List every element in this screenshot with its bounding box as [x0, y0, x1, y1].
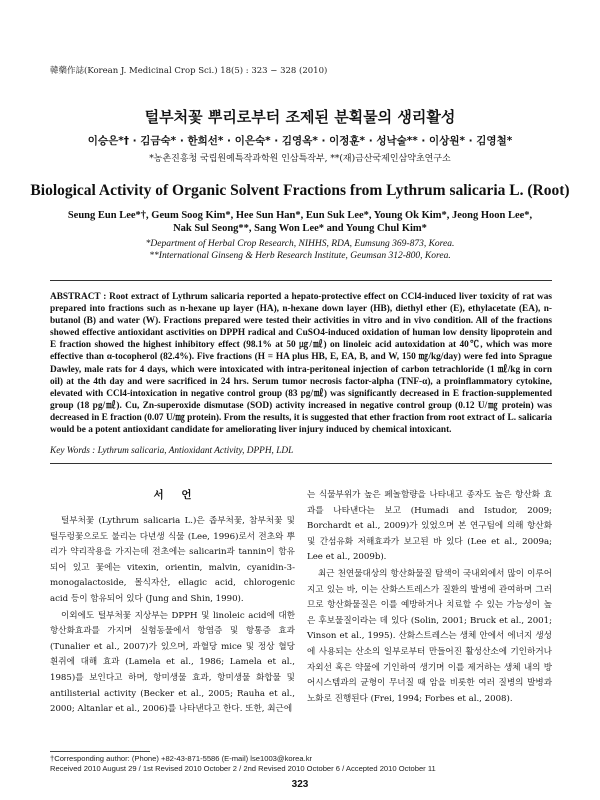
- korean-affiliation: *농촌진흥청 국립원예특작과학원 인삼특작부, **(재)금산국제인삼약초연구소: [149, 154, 451, 164]
- abstract-bottom-rule: [50, 463, 552, 464]
- english-authors-line-1: Seung Eun Lee*†, Geum Soog Kim*, Hee Sun Han*, Eun Suk Lee*, Young Ok Kim*, Jeong Hoon Lee*,: [67, 210, 533, 221]
- introduction-heading-wrap: [50, 487, 295, 503]
- korean-authors: 이승은*† · 김금숙* · 한희선* · 이은숙* · 김영옥* · 이정훈* · 성낙술** · 이상원* · 김영철*: [87, 135, 513, 147]
- footnote: [50, 754, 552, 774]
- left-paragraph-2: 이외에도 털부처꽃 지상부는 DPPH 및 linoleic acid에 대한 항산화효과를 가지며 실험동물에서 항염증 및 항통증 효과 (Tunalier et al., 2007)가 있으며, 과혈당 mice 및 정상 혈당 흰쥐에 대해 효과 (Lamela et al., 1986; Lamela et al., 1985)를 보인다고 하며, 항미생물 효과, 항미생물 화합물 및 antilisterial activity (Becker et al., 2005; Rauha et al., 2000; Altanlar et al., 2006)를 나타낸다고 한다. 또한, 최근에: [50, 610, 295, 715]
- english-authors: [60, 209, 540, 235]
- right-column: [307, 488, 552, 707]
- page-number: 323: [291, 779, 309, 790]
- english-authors-line-2: Nak Sul Seong**, Sang Won Lee* and Young Chul Kim*: [173, 223, 427, 234]
- right-paragraph-1: 는 식물부위가 높은 페놀함량을 나타내고 종자도 높은 항산화 효과를 나타낸다는 보고 (Humadi and Istudor, 2009; Borchardt et al., 2009)가 있었으며 본 연구팀에 의해 항산화 및 간섬유화 저해효과가 보고된 바 있다 (Lee et al., 2009a; Lee et al., 2009b).: [307, 490, 552, 563]
- abstract-text: ABSTRACT : Root extract of Lythrum salicaria reported a hepato-protective effect on CCl4-induced liver toxicity of rat was prepared into fractions such as n-hexane up layer (HA), n-hexane down layer (HB), diethyl ether (E), ethylacetate (EA), n-butanol (B) and water (W). Fractions prepared were tested their activities in vitro and in vivo condition. All of the fractions showed effective antioxidant asctivities on DPPH radical and CuSO4-induced oxidation of human low density lipoprotein and E fraction showed the highest inhibitory effect (98.1% at 50 ㎍/㎖) on linoleic acid autoxidation at 40℃, which was more effective than α-tocopherol (82.4%). Five fractions (H = HA plus HB, E, EA, B, and W, 150 ㎎/kg/day) were fed into Sprague Dawley, male rats for 4 days, which were intoxicated with intra-peritoneal injection of carbon tetrachloride (1 ㎖/kg in corn oil) at the 4th day and were sacrificed in 24 hrs. Serum tumor necrosis factor-alpha (TNF-α), a proinflammatory cytokine, elevated with CCl4-intoxication in negative control group (83 pg/㎖) was significantly decreased in E fraction-supplemented group (18 pg/㎖). Cu, Zn-superoxide dismutase (SOD) activity increased in negative control group (0.12 U/㎎ protein) was decreased in E fraction (0.07 U/㎎ protein). From the results, it is suggested that ether fraction from root extract of L. salicaria would be a potent antioxidant candidate for ameliorating liver injury induced by chemical intoxicant.: [50, 292, 552, 436]
- corresponding-author-note: †Corresponding author: (Phone) +82-43-871-5586 (E-mail) lse1003@korea.kr: [50, 754, 313, 763]
- keywords: Key Words : Lythrum salicaria, Antioxidant Activity, DPPH, LDL: [50, 446, 294, 456]
- left-column: [50, 514, 295, 718]
- right-paragraph-2: 최근 천연물대상의 항산화물질 탐색이 국내외에서 많이 이루어지고 있는 바, 이는 산화스트레스가 질환의 발병에 관여하며 그러므로 항산화물질은 이를 예방하거나 치료할 수 있는 가능성이 높은 후보물질이라는 데 있다 (Solin, 2001; Bruck et al., 2001; Vinson et al., 1995). 산화스트레스는 생체 안에서 에너지 생성에 사용되는 산소의 일부로부터 만들어진 활성산소에 기인하거나 자외선 혹은 약물에 기인하여 생기며 이를 제거하는 생체 내의 방어시스템과의 균형이 무너질 때 암을 비롯한 여러 질병의 발병과 노화로 진행된다 (Frei, 1994; Forbes et al., 2008).: [307, 568, 552, 704]
- english-affiliation-1: *Department of Herbal Crop Research, NIHHS, RDA, Eumsung 369-873, Korea.: [145, 239, 455, 249]
- footnote-rule: [50, 751, 150, 752]
- korean-title: 털부처꽃 뿌리로부터 조제된 분획물의 생리활성: [144, 108, 456, 126]
- received-dates-note: Received 2010 August 29 / 1st Revised 2010 October 2 / 2nd Revised 2010 October 6 / Accepted 2010 October 11: [50, 764, 436, 773]
- english-title: Biological Activity of Organic Solvent Fractions from Lythrum salicaria L. (Root): [30, 182, 570, 199]
- english-affiliation-2: **International Ginseng & Herb Research Institute, Geumsan 312-800, Korea.: [149, 251, 451, 261]
- introduction-heading: 서 언: [153, 489, 192, 501]
- journal-citation: 韓藥作誌(Korean J. Medicinal Crop Sci.) 18(5) : 323 − 328 (2010): [50, 66, 328, 76]
- abstract-top-rule: [50, 280, 552, 281]
- left-paragraph-1: 털부처꽃 (Lythrum salicaria L.)은 좁부처꽃, 참부처꽃 및 털두렁꽃으로도 불리는 다년생 식물 (Lee, 1996)로서 전초와 뿌리가 약리작용을 가지는데 전초에는 salicarin과 tannin이 함유되어 있고 꽃에는 vitexin, orientin, malvin, cyanidin-3-monogalactoside, 몰식자산, ellagic acid, chlorogenic acid 등이 함유되어 있다 (Jung and Shin, 1990).: [50, 516, 295, 604]
- english-affiliation: [0, 238, 600, 262]
